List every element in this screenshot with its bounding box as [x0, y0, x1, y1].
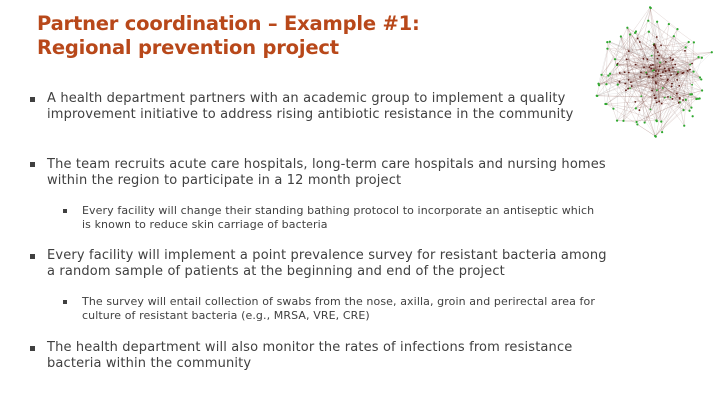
- bullet-marker: [30, 162, 35, 167]
- title-line-2: Regional prevention project: [37, 36, 339, 59]
- sub-bullet-marker: [63, 300, 67, 304]
- title-line-1: Partner coordination – Example #1:: [37, 12, 420, 35]
- bullet-3: Every facility will implement a point prevalence survey for resistant bacteria among a random sample of patients at the beginning and end of the project: [47, 248, 607, 279]
- bullet-marker: [30, 254, 35, 259]
- bullet-2: The team recruits acute care hospitals, long-term care hospitals and nursing homes within the region to participate in a 12 month project: [47, 157, 606, 188]
- bullet-1: A health department partners with an academic group to implement a quality improvement initiative to address rising antibiotic resistance in the community: [47, 91, 574, 122]
- sub-bullet-3: The survey will entail collection of swabs from the nose, axilla, groin and perirectal area for culture of resistant bacteria (e.g., MRSA, VRE, CRE): [82, 295, 595, 322]
- bullet-marker: [30, 346, 35, 351]
- sub-bullet-2: Every facility will change their standing bathing protocol to incorporate an antiseptic which is known to reduce skin carriage of bacteria: [82, 204, 595, 231]
- bullet-marker: [30, 97, 35, 102]
- network-graph-icon: [585, 4, 720, 144]
- sub-bullet-marker: [63, 209, 67, 213]
- slide-title: [37, 12, 577, 60]
- bullet-4: The health department will also monitor the rates of infections from resistance bacteria within the community: [47, 340, 573, 371]
